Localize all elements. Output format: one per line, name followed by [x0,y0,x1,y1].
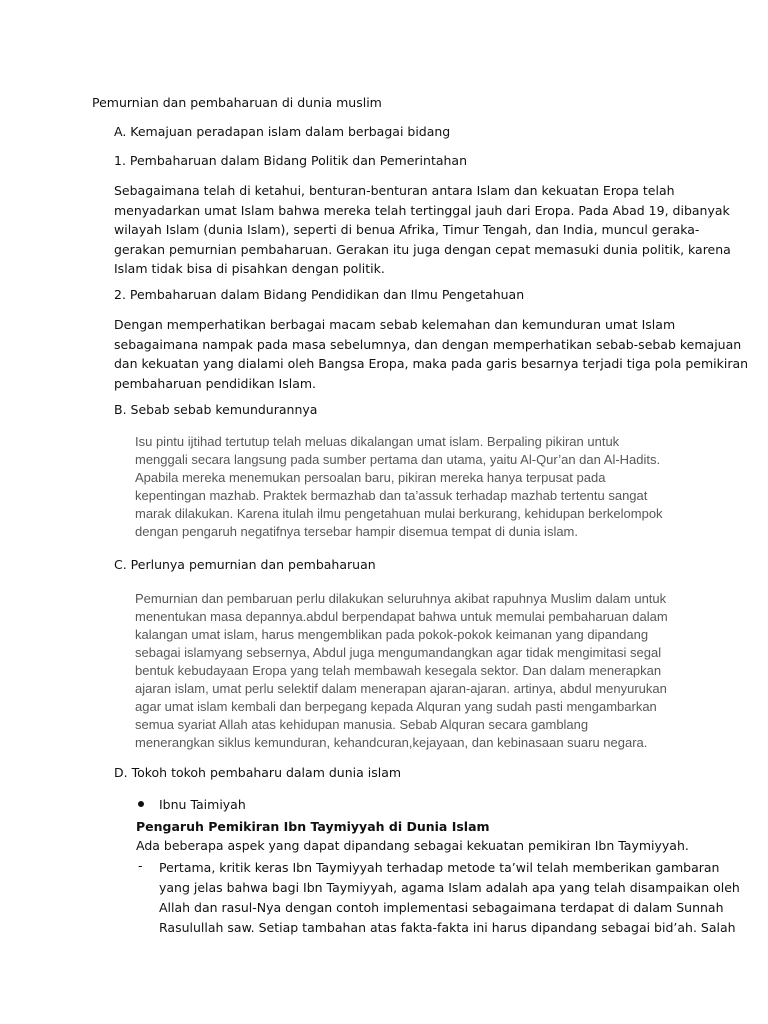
subsection-1-heading: 1. Pembaharuan dalam Bidang Politik dan Pemerintahan [114,153,468,168]
paragraph-line: dengan pengaruh negatifnya tersebar hampir disemua tempat di dunia islam. [135,524,578,539]
bullet-dot-icon [138,801,144,807]
paragraph-line: semua syariat Allah atas kehidupan manusia. Sebab Alquran secara gamblang [135,717,589,732]
paragraph-politik [114,181,731,279]
paragraph-line: wilayah Islam (dunia Islam), seperti di benua Afrika, Timur Tengah, dan India, muncul geraka- [114,222,700,237]
paragraph-pertama [159,858,740,938]
paragraph-line: bentuk kebudayaan Eropa yang telah membawah kesegala sektor. Dan dalam menerapkan [135,663,662,678]
paragraph-line: Sebagaimana telah di ketahui, benturan-benturan antara Islam dan kekuatan Eropa telah [114,183,675,198]
section-c-heading: C. Perlunya pemurnian dan pembaharuan [114,557,376,572]
paragraph-line: Pemurnian dan pembaruan perlu dilakukan seluruhnya akibat rapuhnya Muslim dalam untuk [135,591,667,606]
paragraph-line: Isu pintu ijtihad tertutup telah meluas dikalangan umat islam. Berpaling pikiran untuk [135,434,620,449]
paragraph-line: menggali secara langsung pada sumber pertama dan utama, yaitu Al-Qur’an dan Al-Hadits. [135,452,661,467]
paragraph-pemurnian [135,590,668,752]
paragraph-line: Dengan memperhatikan berbagai macam sebab kelemahan dan kemunduran umat Islam [114,317,676,332]
paragraph-line: yang jelas bahwa bagi Ibn Taymiyyah, agama Islam adalah apa yang telah disampaikan oleh [159,880,740,895]
paragraph-line: ajaran islam, umat perlu selektif dalam menerapan ajaran-ajaran. artinya, abdul menyurukan [135,681,667,696]
paragraph-line: agar umat islam kembali dan berpegang kepada Alquran yang sudah pasti mengambarkan [135,699,657,714]
paragraph-line: marak dilakukan. Karena itulah ilmu pengetahuan mulai berkurang, kehidupan berkelompok [135,506,663,521]
paragraph-line: sebagai islamyang sebsernya, Abdul juga mengumandangkan agar tidak mengimitasi segal [135,645,662,660]
dash-marker: - [138,858,143,873]
subsection-2-heading: 2. Pembaharuan dalam Bidang Pendidikan dan Ilmu Pengetahuan [114,287,525,302]
paragraph-line: menentukan masa depannya.abdul berpendapat bahwa untuk memulai pembaharuan dalam [135,609,668,624]
paragraph-pendidikan [114,315,748,393]
paragraph-line: pembaharuan pendidikan Islam. [114,375,317,391]
paragraph-line: sebagaimana nampak pada masa sebelumnya, dan dengan memperhatikan sebab-sebab kemajuan [114,336,742,352]
section-b-heading: B. Sebab sebab kemundurannya [114,402,318,417]
paragraph-kemunduran [135,433,663,541]
subheading-pengaruh: Pengaruh Pemikiran Ibn Taymiyyah di Dunia Islam [136,819,490,834]
paragraph-line: Rasulullah saw. Setiap tambahan atas fakta-fakta ini harus dipandang sebagai bid’ah. Salah [159,920,736,935]
section-a-heading: A. Kemajuan peradapan islam dalam berbagai bidang [114,124,451,139]
document-title: Pemurnian dan pembaharuan di dunia muslim [92,95,382,110]
paragraph-line: Allah dan rasul-Nya dengan contoh implementasi sebagaimana terdapat di dalam Sunnah [159,900,724,915]
paragraph-line: menerangkan siklus kemunduran, kehandcuran,kejayaan, dan kebinasaan suaru negara. [135,735,648,750]
paragraph-line: Apabila mereka menemukan persoalan baru, pikiran mereka hanya terpusat pada [135,470,606,485]
paragraph-line: Islam tidak bisa di pisahkan dengan politik. [114,261,385,276]
paragraph-line: kepentingan mazhab. Praktek bermazhab dan ta’assuk terhadap mazhab tertentu sangat [135,488,648,503]
paragraph-line: kalangan umat islam, harus mengemblikan pada pokok-pokok keimanan yang dipandang [135,627,649,642]
intro-line: Ada beberapa aspek yang dapat dipandang sebagai kekuatan pemikiran Ibn Taymiyyah. [136,838,689,853]
paragraph-line: dan kekuatan yang dialami oleh Bangsa Eropa, maka pada garis besarnya terjadi tiga pola pemikiran [114,356,749,371]
paragraph-line: gerakan pemurnian pembaharuan. Gerakan itu juga dengan cepat memasuki dunia politik, karena [114,241,731,257]
section-d-heading: D. Tokoh tokoh pembaharu dalam dunia islam [114,765,402,780]
paragraph-line: menyadarkan umat Islam bahwa mereka telah tertinggal jauh dari Eropa. Pada Abad 19, dibanyak [114,202,730,218]
bullet-item-ibnu-taimiyah: Ibnu Taimiyah [159,797,246,812]
paragraph-line: Pertama, kritik keras Ibn Taymiyyah terhadap metode ta’wil telah memberikan gambaran [159,860,720,875]
